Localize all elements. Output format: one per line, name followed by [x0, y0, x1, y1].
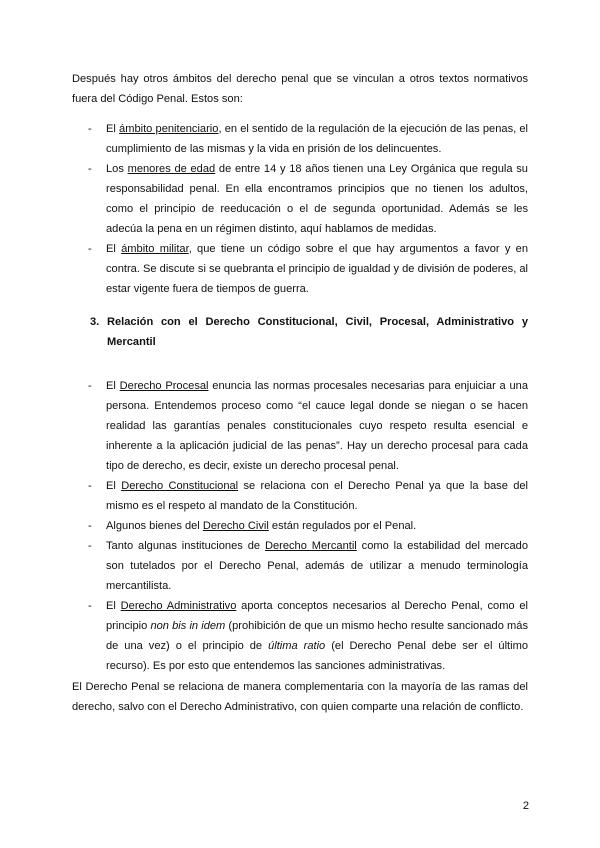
section-heading: [90, 312, 528, 352]
list-item-ambito-penitenciario: - El ámbito penitenciario, en el sentido de la regulación de la ejecución de las penas, el cumplimiento de las mismas y la vida en prisión de los delincuentes.: [88, 119, 528, 159]
section-number: 3.: [90, 316, 100, 328]
term-menores-de-edad: menores de edad: [127, 163, 216, 175]
list-item-derecho-constitucional: - El Derecho Constitucional se relaciona con el Derecho Penal ya que la base del mismo es el respeto al mandato de la Constitución.: [88, 476, 528, 516]
term-derecho-constitucional: Derecho Constitucional: [121, 480, 239, 492]
section-title: Relación con el Derecho Constitucional, Civil, Procesal, Administrativo y Mercantil: [107, 316, 528, 348]
list-item-ambito-militar: - El ámbito militar, que tiene un código sobre el que hay argumentos a favor y en contra. Se discute si se quebranta el principio de igualdad y de división de poderes, al estar vigente fuera de tiempos de guerra.: [88, 239, 528, 299]
list-item-derecho-civil: - Algunos bienes del Derecho Civil están regulados por el Penal.: [88, 516, 528, 536]
term-ambito-militar: ámbito militar: [121, 243, 189, 255]
relaciones-list: [88, 376, 528, 676]
list-item-derecho-procesal: - El Derecho Procesal enuncia las normas procesales necesarias para enjuiciar a una persona. Entendemos proceso como “el cauce legal donde se niegan o se hacen realidad las garantías penales constitucionales cuyo respeto resulta esencial e inherente a la aplicación judicial de las penas”. Hay un derecho procesal para cada tipo de derecho, es decir, existe un derecho procesal penal.: [88, 376, 528, 476]
list-item-derecho-administrativo: - El Derecho Administrativo aporta conceptos necesarios al Derecho Penal, como el principio non bis in idem (prohibición de que un mismo hecho resulte sancionado más de una vez) o el principio de última ratio (el Derecho Penal debe ser el último recurso). Es por esto que entendemos las sanciones administrativas.: [88, 596, 528, 676]
term-derecho-mercantil: Derecho Mercantil: [264, 540, 357, 552]
closing-paragraph: El Derecho Penal se relaciona de manera complementaria con la mayoría de las ramas del derecho, salvo con el Derecho Administrativo, con quien comparte una relación de conflicto.: [72, 681, 528, 713]
ambitos-list: [88, 119, 528, 299]
list-item-derecho-mercantil: - Tanto algunas instituciones de Derecho Mercantil como la estabilidad del mercado son tutelados por el Derecho Penal, además de utilizar a menudo terminología mercantilista.: [88, 536, 528, 596]
latin-non-bis-in-idem: non bis in idem: [150, 620, 226, 632]
term-derecho-procesal: Derecho Procesal: [119, 380, 209, 392]
page-number: 2: [522, 800, 529, 812]
intro-paragraph: Después hay otros ámbitos del derecho penal que se vinculan a otros textos normativos fuera del Código Penal. Estos son:: [72, 73, 528, 105]
latin-ultima-ratio: última ratio: [268, 640, 326, 652]
list-item-menores-de-edad: - Los menores de edad de entre 14 y 18 años tienen una Ley Orgánica que regula su responsabilidad penal. En ella encontramos principios que no tienen los adultos, como el principio de reeducación o el de segunda oportunidad. Además se les adecúa la pena en un régimen distinto, aquí hablamos de medidas.: [88, 159, 528, 239]
term-derecho-administrativo: Derecho Administrativo: [120, 600, 237, 612]
term-derecho-civil: Derecho Civil: [202, 520, 269, 532]
term-ambito-penitenciario: ámbito penitenciario: [119, 123, 219, 135]
